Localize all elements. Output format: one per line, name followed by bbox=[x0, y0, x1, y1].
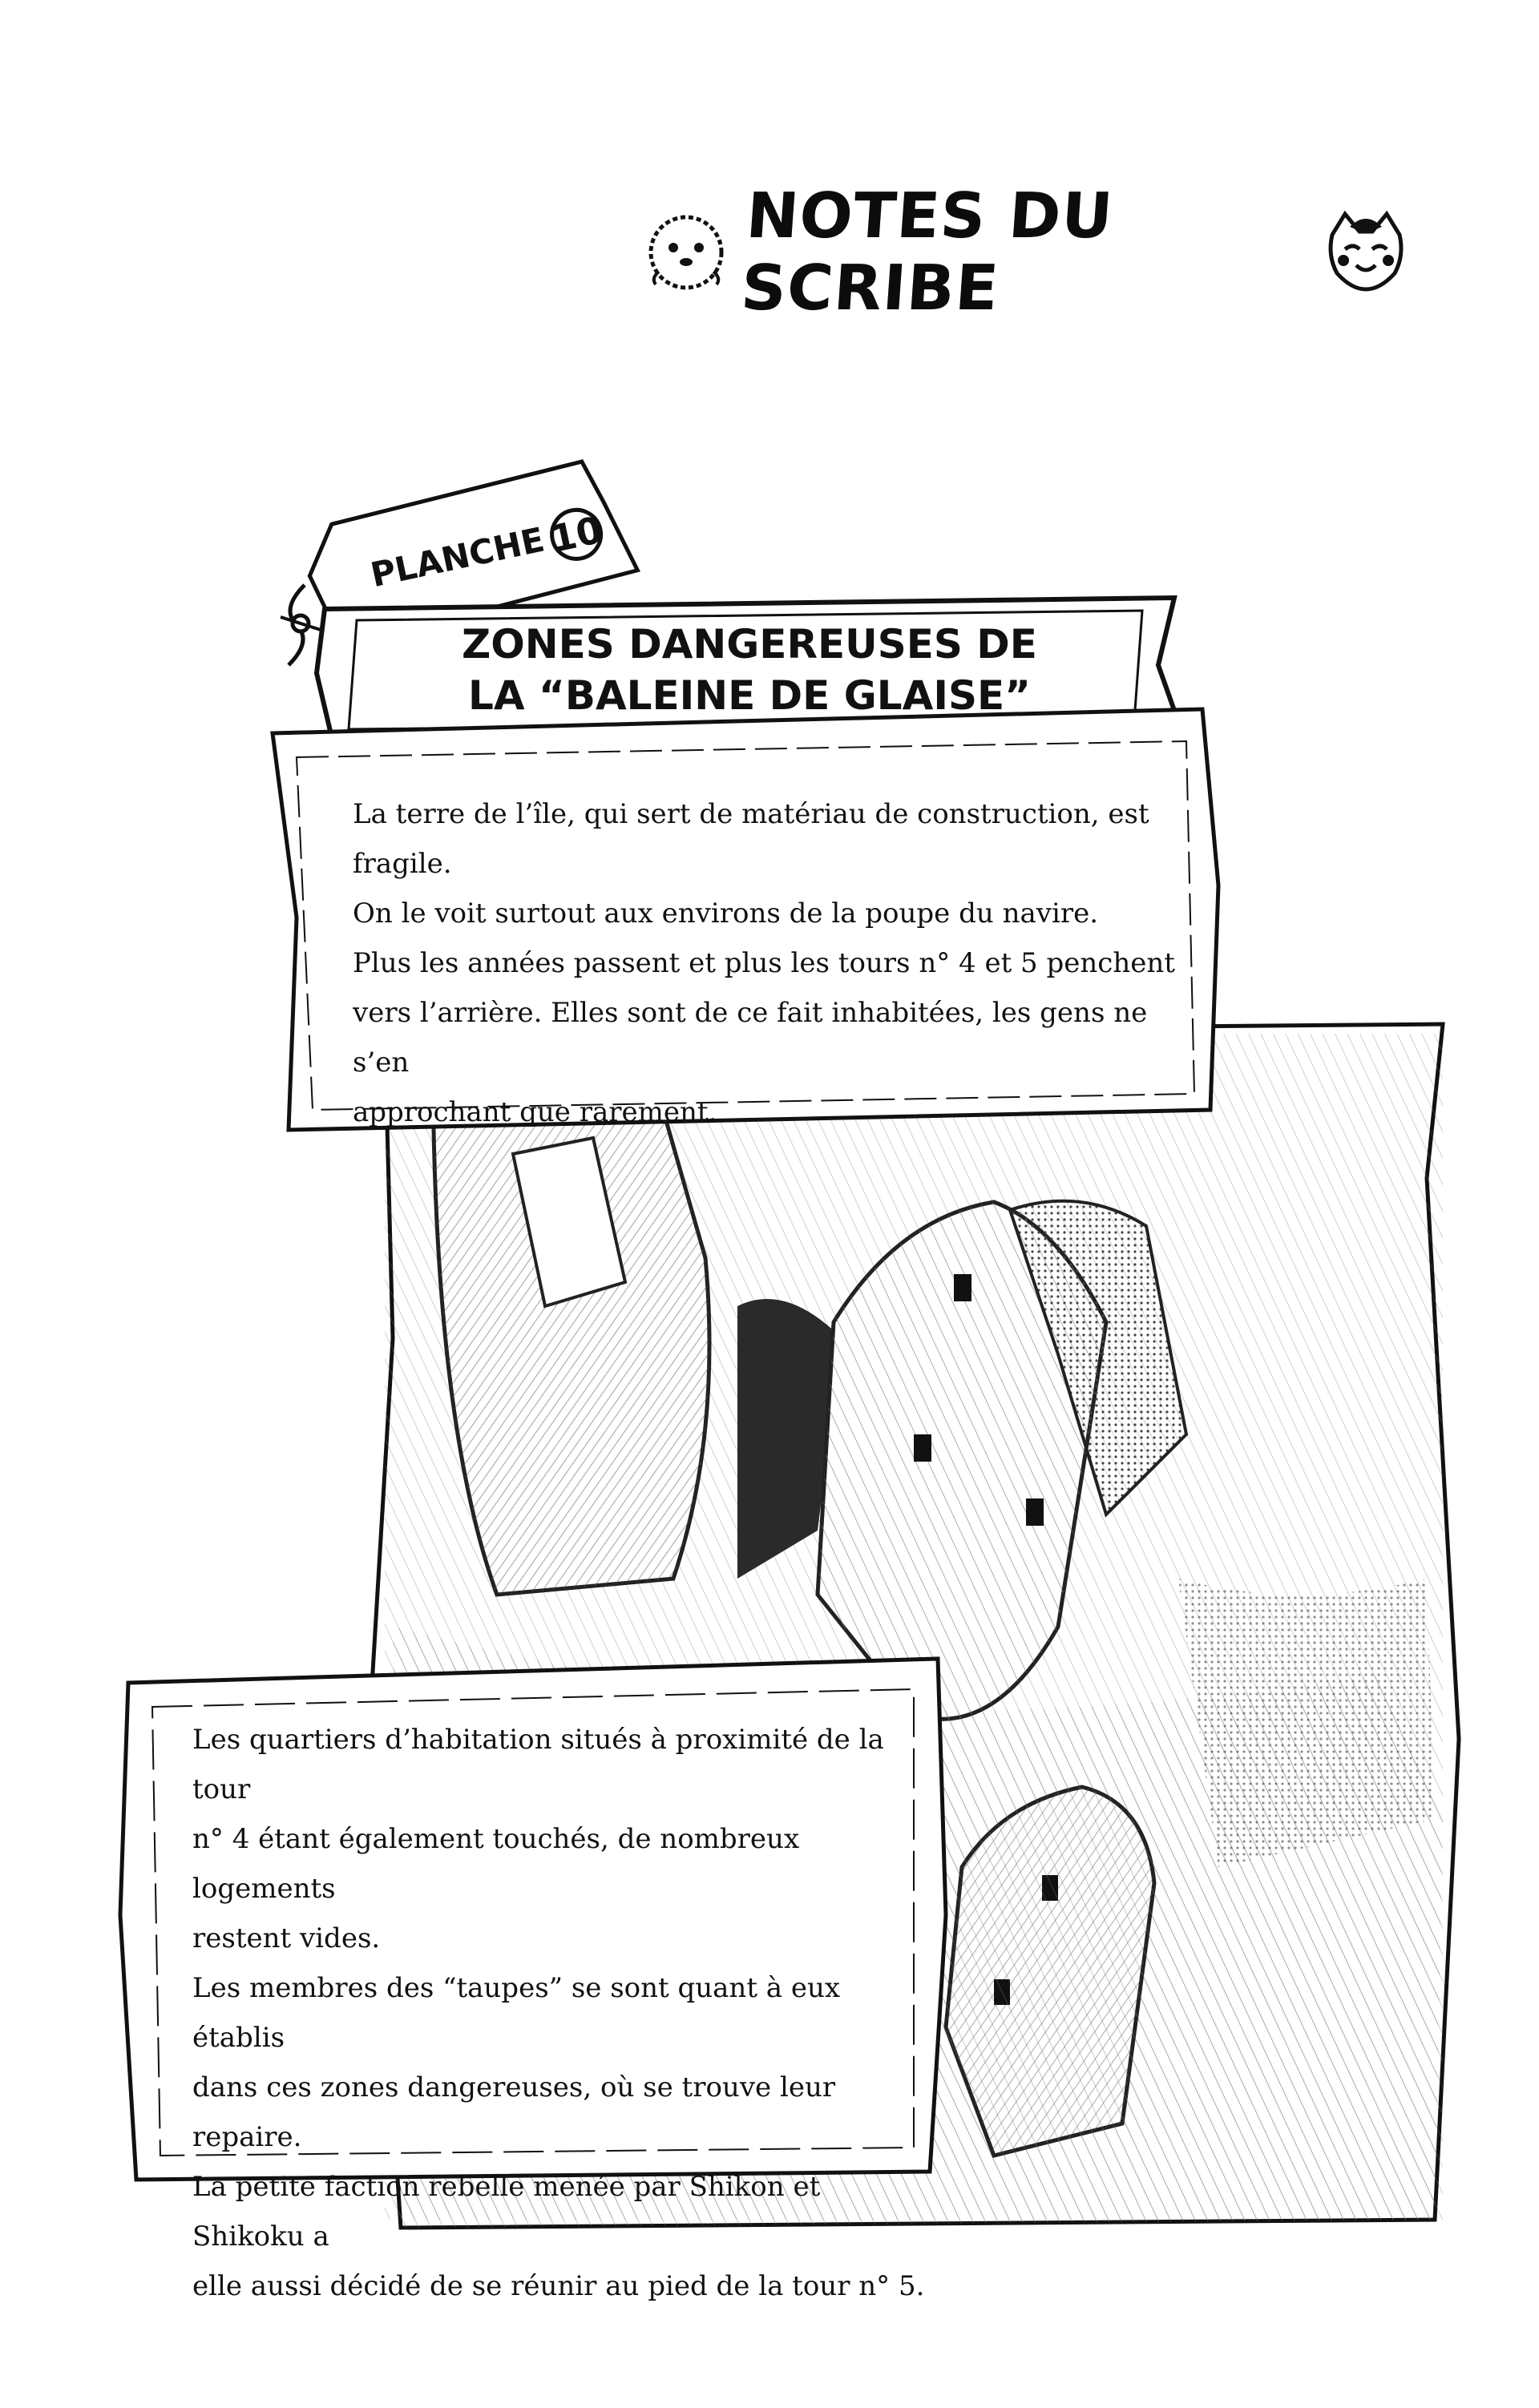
note-card-top bbox=[265, 709, 1226, 1134]
header-title: NOTES DU SCRIBE bbox=[738, 180, 1116, 325]
planche-label: PLANCHE bbox=[367, 519, 548, 595]
page-header bbox=[641, 180, 1411, 325]
note-top-text: La terre de l’île, qui sert de matériau de construction, est fragile. On le voit surtout aux environs de la poupe du navire. Plus les années passent et plus les tours n° 4 et 5 penchent vers l’arrière. Elles sont de ce fait inhabitées, les gens ne s’en approchant que rarement. bbox=[353, 798, 1175, 1128]
note-bottom-text: Les quartiers d’habitation situés à proximité de la tour n° 4 étant également touchés, de nombreux logements restent vides. Les membres des “taupes” se sont quant à eux établis dans ces zones dangereuses, où se trouve leur repaire. La petite faction rebelle menée par Shikon et Shikoku a elle aussi décidé de se réunir au pied de la tour n° 5. bbox=[192, 1724, 925, 2302]
cat-face-icon bbox=[1321, 208, 1411, 297]
note-card-bottom bbox=[112, 1651, 954, 2302]
planche-number: 10 bbox=[545, 503, 608, 566]
banner-title-line1: ZONES DANGEREUSES DE bbox=[462, 621, 1037, 668]
fuzzy-creature-icon bbox=[641, 208, 731, 297]
banner-title-line2: LA “BALEINE DE GLAISE” bbox=[468, 672, 1031, 719]
